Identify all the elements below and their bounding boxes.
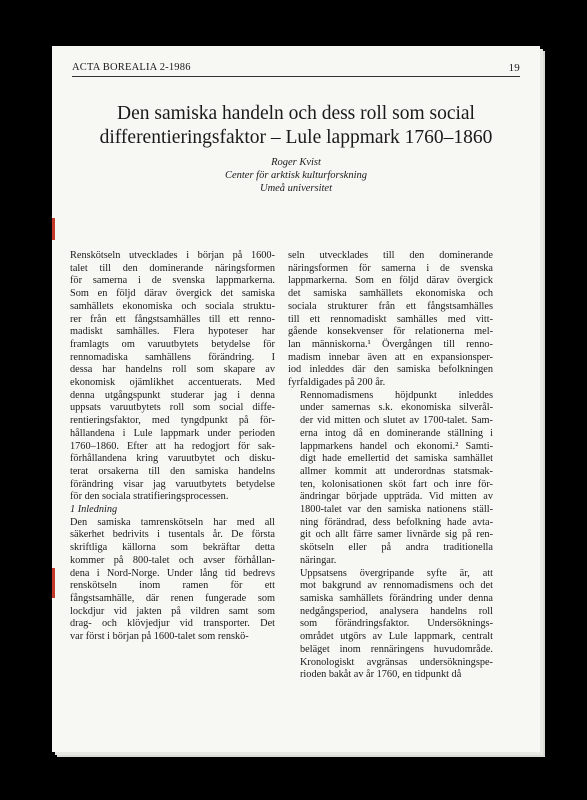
title-line-2: differentieringsfaktor – Lule lappmark 1760–1860 <box>99 127 493 148</box>
text-line: ändringar började uppträda. Vid mitten av <box>300 491 493 503</box>
text-line: rioden bakåt av år 1760, en tidpunkt då <box>300 669 462 681</box>
text-line: lan människorna.¹ Övergången till renno- <box>288 338 493 350</box>
author-block <box>52 156 540 195</box>
text-line: digt hade emellertid det samiska samhället <box>300 453 493 465</box>
text-line: 1800-talet var den samiska nationens ställ- <box>300 504 493 516</box>
text-line: seln utvecklades till den dominerande <box>288 250 493 261</box>
author-name: Roger Kvist <box>271 157 321 168</box>
text-line: Kronologiskt avgränsas undersökningspe- <box>300 656 493 668</box>
text-line: förändring visar jag varuutbytets betydelse <box>70 478 275 490</box>
text-line: dessa har handelns roll som skapare av <box>70 364 275 376</box>
text-line: näringsformen för samerna i de svenska <box>288 262 493 274</box>
text-line: drag- och klövjedjur vid transporter. Det <box>70 618 275 630</box>
section-heading: 1 Inledning <box>70 504 118 516</box>
text-line: Rennomadismens höjdpunkt inleddes <box>300 389 493 401</box>
text-line: under samernas s.k. ekonomiska silverål- <box>300 402 493 414</box>
text-line: ning förändrad, dess befolkning hade avta- <box>300 516 493 528</box>
binding-thread-bottom <box>52 568 55 598</box>
text-line: för den sociala stratifieringsprocessen. <box>70 491 229 503</box>
text-line: lockdjur vid jakten på vildren samt som <box>70 605 275 617</box>
text-line: denna utgångspunkt studerar jag i denna <box>70 389 275 401</box>
text-line: terat orsakerna till den samiska handelns <box>70 465 275 477</box>
text-line: Uppsatsens övergripande syfte är, att <box>300 567 493 579</box>
text-line: nedgångsperiod, analysera handelns roll <box>300 605 493 617</box>
text-line: sociala strukturer från ett fångstsamhälles <box>288 300 493 312</box>
body-paragraph <box>70 517 275 644</box>
abstract <box>70 250 275 504</box>
text-line: framlagts om varuutbytets betydelse för <box>70 338 275 350</box>
text-line: förhållandena kring varuutbytet och disku- <box>70 453 275 465</box>
text-line: skriftliga källorna som bekräftar detta <box>70 542 275 554</box>
text-line: skötseln eller på andra traditionella <box>300 542 493 554</box>
text-line: fångstsamhälle, där renen fungerade som <box>70 592 275 604</box>
text-line: fyrfaldigades på 200 år. <box>288 377 386 389</box>
text-line: lappmarkens handel och ekonomi.² Samti- <box>300 440 493 452</box>
text-line: samiska samhällets förändring under denna <box>300 592 493 604</box>
article-title <box>62 102 530 150</box>
body-paragraph <box>288 568 493 682</box>
text-line: Den samiska tamrenskötseln har med all <box>70 516 275 528</box>
text-line: det samiska samhällets ekonomiska och <box>288 288 493 300</box>
paper-page <box>52 46 540 752</box>
text-line: rer från ett fångstsamhälles till ett renno- <box>70 313 275 325</box>
text-line: ekonomisk ojämlikhet accentuerats. Med <box>70 377 275 389</box>
text-line: iod inleddes där den samiska befolkningen <box>288 364 493 376</box>
text-line: 1760–1860. Efter att ha redogjort för sak- <box>70 440 275 452</box>
text-line: allmer kommit att underordnas statsmak- <box>300 465 493 477</box>
text-line: säkerhet bedrivits i tusentals år. De första <box>70 529 275 541</box>
text-line: der vid mitten och slutet av 1700-talet. Sam- <box>300 415 493 427</box>
text-line: till ett rennomadiskt samhälles med vitt- <box>288 313 493 325</box>
body-paragraph <box>288 390 493 568</box>
text-line: lappmarkerna. Som en följd därav övergick <box>288 275 493 287</box>
title-line-1: Den samiska handeln och dess roll som social <box>117 103 475 124</box>
body-paragraph <box>288 250 493 390</box>
text-line: erna intog då en dominerande ställning i <box>300 427 493 439</box>
page-number: 19 <box>508 62 520 74</box>
author-affiliation: Center för arktisk kulturforskning <box>224 170 368 181</box>
text-line: Renskötseln utvecklades i början på 1600- <box>70 250 275 261</box>
text-line: gående konsekvenser för relationerna mel- <box>288 326 493 338</box>
text-line: madism innebar även att en expansionsper- <box>288 351 493 363</box>
text-line: mot bakgrund av rennomadismens och det <box>300 580 493 592</box>
right-column <box>288 250 493 682</box>
text-line: var först i början på 1600-talet som renskö- <box>70 631 249 643</box>
text-line: git och allt färre samer livnärde sig på ren- <box>300 529 493 541</box>
text-line: Som en följd därav övergick det samiska <box>70 288 275 300</box>
text-line: ten, kolonisationen sköt fart och inre för- <box>300 478 493 490</box>
left-column <box>70 250 275 644</box>
text-line: rentieringsfaktor, med tyngdpunkt på för- <box>70 415 275 427</box>
text-line: madiskt samhälles. Flera hypoteser har <box>70 326 275 338</box>
text-line: kommer på 800-talet och avser förhållan- <box>70 554 275 566</box>
text-line: dena i Nord-Norge. Under lång tid bedrevs <box>70 567 275 579</box>
text-line: som förändringsfaktor. Undersöknings- <box>300 618 493 630</box>
journal-name: ACTA BOREALIA 2-1986 <box>72 62 191 73</box>
text-line: för samerna i de svenska lappmarkerna. <box>70 275 275 287</box>
text-line: beläget inom rennäringens huvudområde. <box>300 643 493 655</box>
author-university: Umeå universitet <box>259 183 333 194</box>
text-line: området utgörs av Lule lappmark, centralt <box>300 631 493 643</box>
text-line: näringar. <box>300 554 337 566</box>
text-line: hållandena i Lule lappmark under perioden <box>70 427 275 439</box>
text-line: renskötseln inom ramen för ett <box>70 580 275 592</box>
text-line: rennomadiska samhällens förändring. I <box>70 351 275 363</box>
text-line: talet till den dominerande näringsformen <box>70 262 275 274</box>
text-line: uppsats varuutbytets roll som social diffe- <box>70 402 275 414</box>
text-line: samhällets ekonomiska och sociala struktu- <box>70 300 275 312</box>
binding-thread-top <box>52 218 55 240</box>
running-header <box>72 62 520 77</box>
